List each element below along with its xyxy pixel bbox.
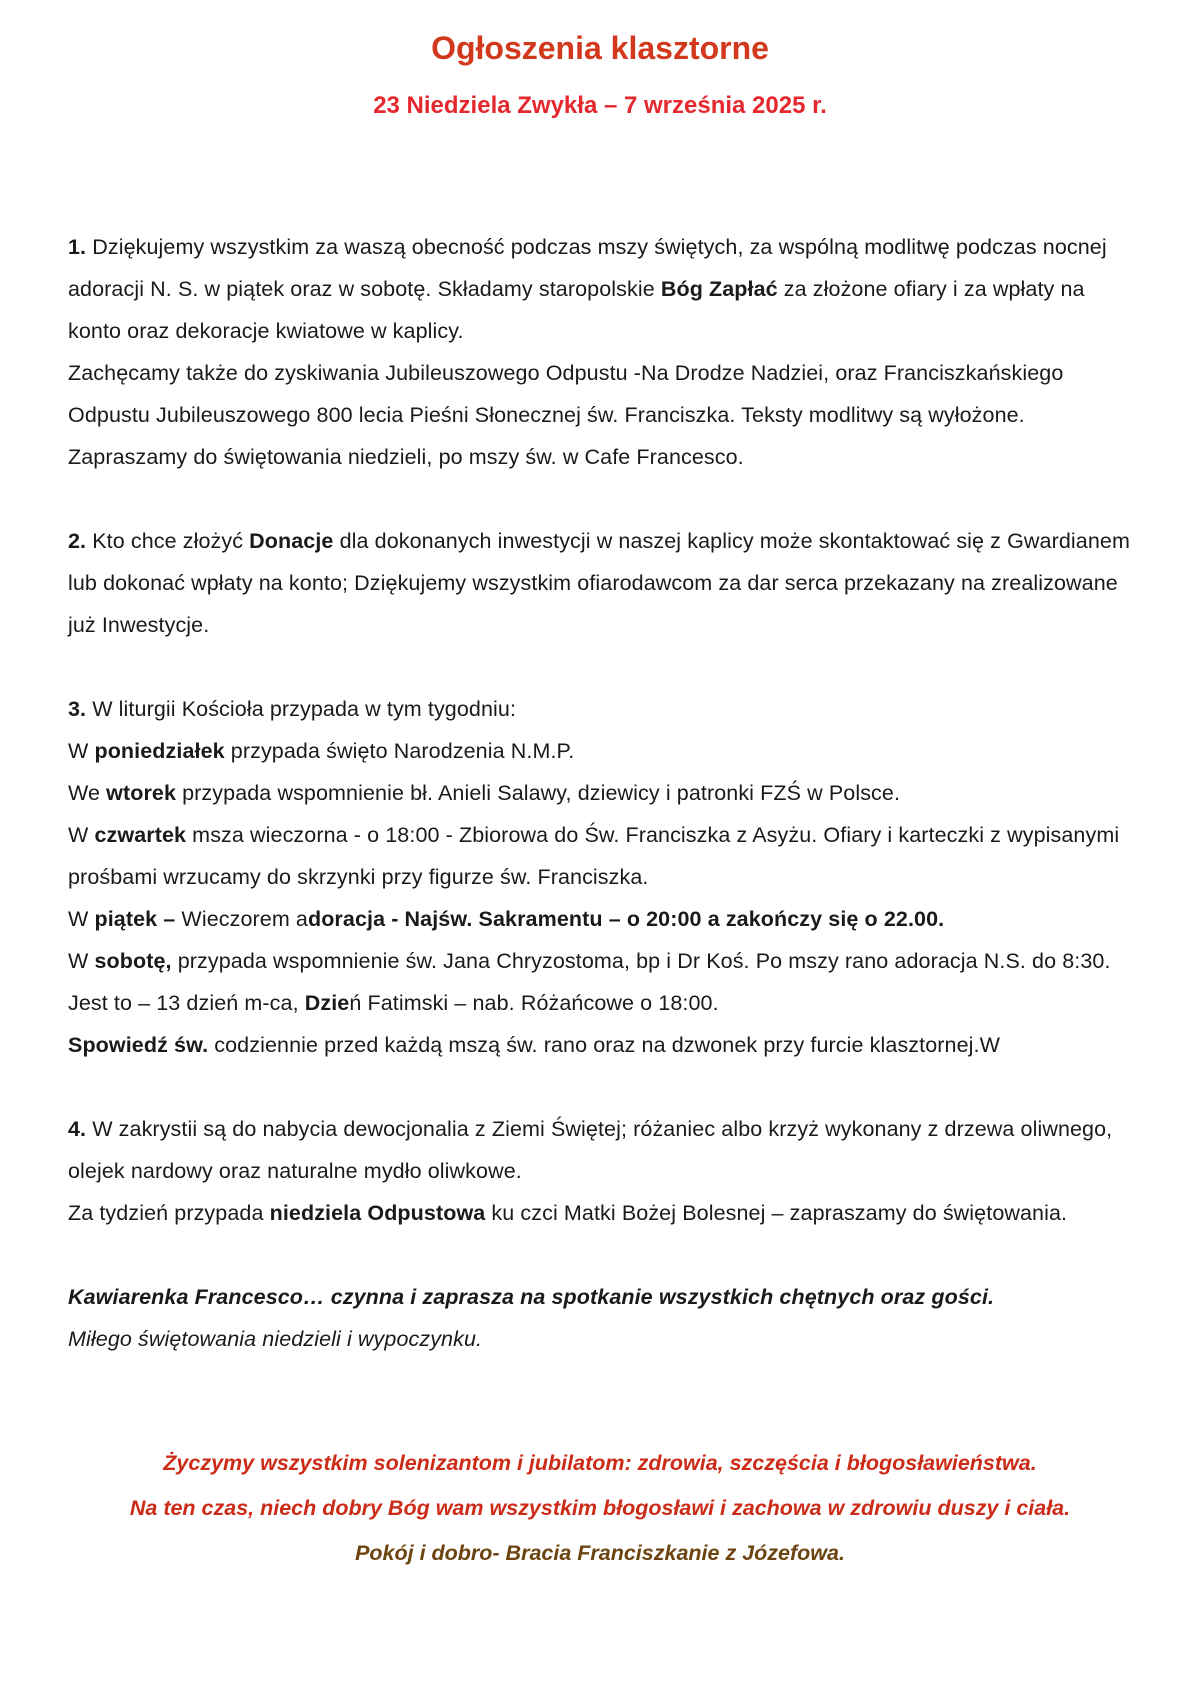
item-number: 4. [68, 1117, 87, 1141]
item-number: 2. [68, 529, 87, 553]
liturgy-tuesday [68, 772, 1140, 814]
text-span: W zakrystii są do nabycia dewocjonalia z Ziemi Świętej; różaniec albo krzyż wykonany z drzewa oliwnego, olejek nardowy oraz naturalne mydło oliwkowe. [68, 1117, 1113, 1183]
confession-info [68, 1024, 1140, 1066]
text-span: Wieczorem a [181, 907, 308, 931]
page-subtitle: 23 Niedziela Zwykła – 7 września 2025 r. [373, 92, 827, 119]
liturgy-saturday [68, 940, 1140, 1024]
text-span: ń Fatimski – nab. Różańcowe o 18:00. [349, 991, 719, 1015]
text-span: przypada wspomnienie św. Jana Chryzostoma, bp i Dr Koś. Po mszy rano adoracja N.S. do 8:30. Jest to – 13 dzień m-ca, [68, 949, 1111, 1015]
text-span: W liturgii Kościoła przypada w tym tygodniu: [86, 697, 517, 721]
item-number: 1. [68, 235, 87, 259]
bold-text: doracja - Najśw. Sakramentu – o 20:00 a zakończy się o 22.00. [307, 907, 945, 931]
text-span: codziennie przed każdą mszą św. rano oraz na dzwonek przy furcie klasztornej.W [208, 1033, 1000, 1057]
bold-text: Bóg Zapłać [660, 277, 778, 301]
liturgy-friday [68, 898, 1140, 940]
text-span: Kto chce złożyć [86, 529, 250, 553]
text-span: ku czci Matki Bożej Bolesnej – zapraszamy do świętowania. [485, 1201, 1068, 1225]
liturgy-monday [68, 730, 1140, 772]
text-span: msza wieczorna - o 18:00 - Zbiorowa do Św. Franciszka z Asyżu. Ofiary i karteczki z wypisanymi prośbami wrzucamy do skrzynki przy figurze św. Franciszka. [68, 823, 1120, 889]
liturgy-intro [68, 688, 1140, 730]
item-number: 3. [68, 697, 87, 721]
bold-text: wtorek [106, 781, 177, 805]
announcement-1 [68, 226, 1140, 478]
bold-text: piątek – [94, 907, 182, 931]
cafe-wish: Miłego świętowania niedzieli i wypoczynku. [68, 1327, 483, 1351]
text-span: W [68, 739, 95, 763]
signature: Pokój i dobro- Bracia Franciszkanie z Józefowa. [355, 1541, 845, 1565]
text-span: W [68, 949, 95, 973]
bold-text: czwartek [94, 823, 187, 847]
text-span: Za tydzień przypada [68, 1201, 270, 1225]
bold-text: Spowiedź św. [68, 1033, 209, 1057]
announcement-2 [68, 520, 1140, 646]
text-span: W [68, 823, 95, 847]
announcement-1-text [68, 226, 1140, 352]
text-span: przypada wspomnienie bł. Anieli Salawy, dziewicy i patronki FZŚ w Polsce. [176, 781, 901, 805]
cafe-invitation: Kawiarenka Francesco… czynna i zaprasza na spotkanie wszystkich chętnych oraz gości. [68, 1285, 995, 1309]
announcement-1-text-2: Zachęcamy także do zyskiwania Jubileuszowego Odpustu -Na Drodze Nadziei, oraz Franciszkańskiego Odpustu Jubileuszowego 800 lecia Pieśni Słonecznej św. Franciszka. Teksty modlitwy są wyłożone. Zapraszamy do świętowania niedzieli, po mszy św. w Cafe Francesco. [68, 361, 1064, 469]
text-span: Dziękujemy wszystkim za waszą obecność podczas mszy świętych, za wspólną modlitwę podczas nocnej adoracji N. S. w piątek oraz w sobotę. Składamy staropolskie [68, 235, 1107, 301]
liturgy-thursday [68, 814, 1140, 898]
announcement-4-text-2 [68, 1192, 1140, 1234]
bold-text: poniedziałek [94, 739, 225, 763]
bold-text: Dzie [304, 991, 350, 1015]
text-span: za złożone ofiary i za wpłaty na konto oraz dekoracje kwiatowe w kaplicy. [68, 277, 1085, 343]
text-span: przypada święto Narodzenia N.M.P. [224, 739, 575, 763]
cafe-note [68, 1276, 1140, 1360]
text-span: dla dokonanych inwestycji w naszej kaplicy może skontaktować się z Gwardianem lub dokonać wpłaty na konto; Dziękujemy wszystkim ofiarodawcom za dar serca przekazany na zrealizowane już Inwestycje. [68, 529, 1130, 637]
bold-text: Donacje [249, 529, 334, 553]
bold-text: sobotę, [94, 949, 172, 973]
bold-text: niedziela Odpustowa [269, 1201, 486, 1225]
announcement-4-text [68, 1108, 1140, 1192]
wishes-line-1: Życzymy wszystkim solenizantom i jubilatom: zdrowia, szczęścia i błogosławieństwa. [163, 1451, 1037, 1475]
announcement-2-text [68, 520, 1140, 646]
announcement-4 [68, 1108, 1140, 1234]
announcements [68, 226, 1140, 1360]
wishes [0, 1441, 1200, 1576]
page-title: Ogłoszenia klasztorne [431, 30, 769, 66]
wishes-line-2: Na ten czas, niech dobry Bóg wam wszystkim błogosławi i zachowa w zdrowiu duszy i ciała. [129, 1496, 1071, 1520]
announcement-3 [68, 688, 1140, 1066]
text-span: We [68, 781, 107, 805]
text-span: W [68, 907, 95, 931]
